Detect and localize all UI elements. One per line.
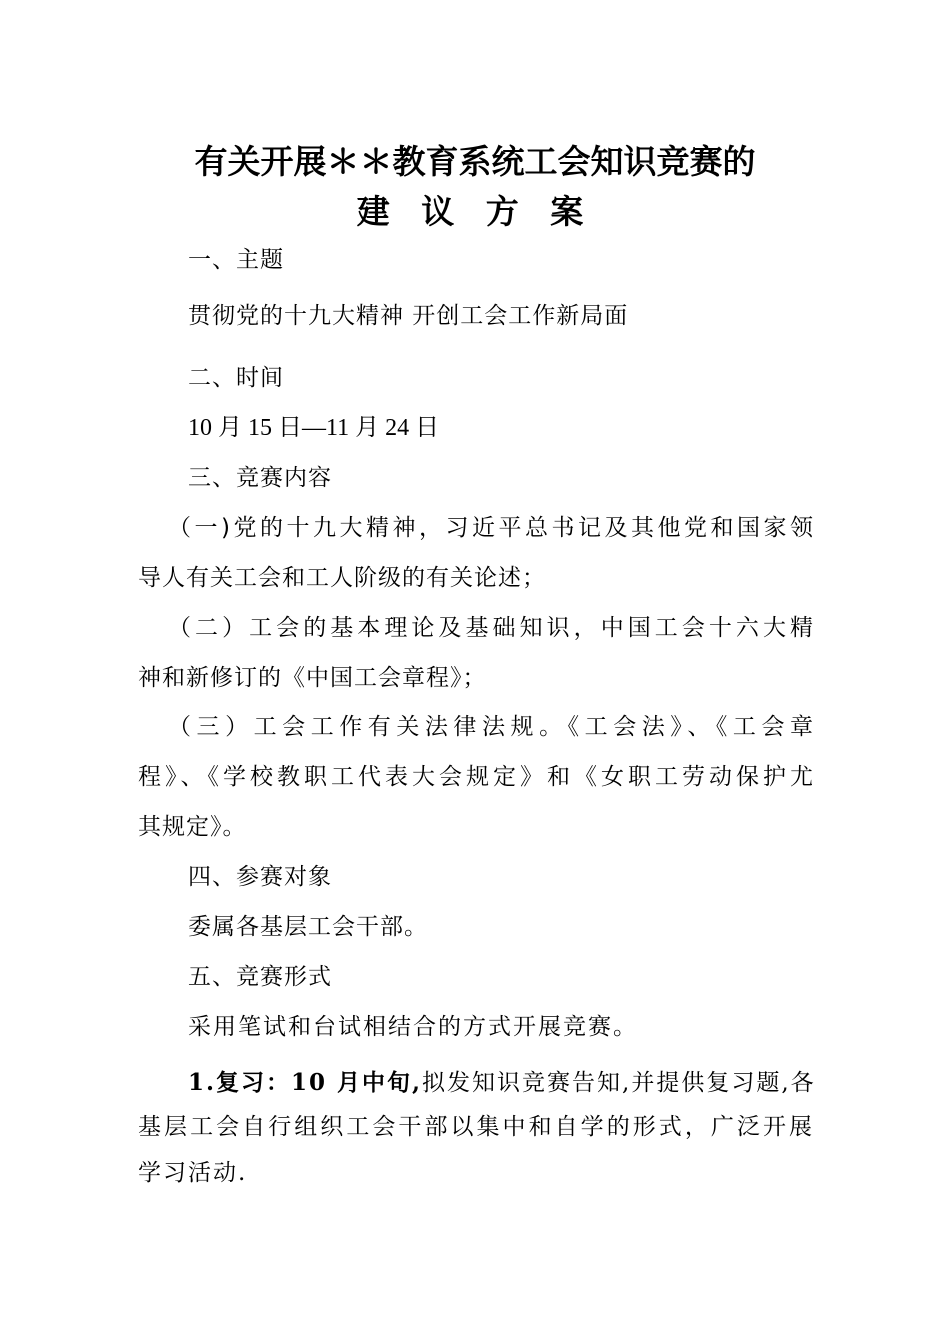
step-1-label: 1.复习：10 月中旬, [188,1069,423,1096]
document-title-line-1: 有关开展＊＊教育系统工会知识竞赛的 [194,142,756,181]
section-3-item-3-line-2: 程》、《学校教职工代表大会规定》和《女职工劳动保护尤 [138,764,814,790]
section-3-item-2-line-2: 神和新修订的《中国工会章程》； [138,665,487,691]
step-1-line-1-text: 拟发知识竞赛告知,并提供复习题,各 [422,1070,816,1096]
section-3-item-2-line-1: （二）工会的基本理论及基础知识，中国工会十六大精 [168,615,814,641]
section-5-body: 采用笔试和台试相结合的方式开展竞赛。 [188,1014,638,1040]
section-3-item-1-line-2: 导人有关工会和工人阶级的有关论述； [138,565,546,591]
section-3-item-1-line-1: （一)党的十九大精神，习近平总书记及其他党和国家领 [168,515,814,541]
section-2-heading: 二、时间 [188,365,284,391]
section-5-step-1-line-3: 学习活动. [138,1160,248,1186]
section-3-item-3-line-1: （三）工会工作有关法律法规。《工会法》、《工会章 [168,714,814,740]
section-5-step-1-line-1 [188,1066,814,1100]
section-1-body: 贯彻党的十九大精神 开创工会工作新局面 [188,303,629,329]
section-4-heading: 四、参赛对象 [188,864,332,890]
section-3-item-3-line-3: 其规定》。 [138,814,247,840]
section-3-heading: 三、竞赛内容 [188,465,332,491]
section-5-step-1-line-2: 基层工会自行组织工会干部以集中和自学的形式，广泛开展 [138,1114,814,1140]
section-5-heading: 五、竞赛形式 [188,964,332,990]
section-4-body: 委属各基层工会干部。 [188,914,428,940]
section-1-heading: 一、主题 [188,247,284,273]
document-title-line-2: 建 议 方 案 [356,192,594,231]
section-2-body: 10 月 15 日—11 月 24 日 [188,415,440,441]
